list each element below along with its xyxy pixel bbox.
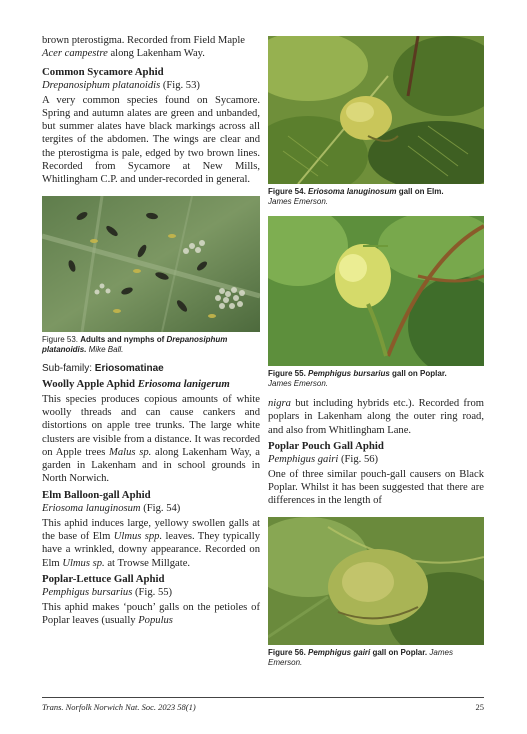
page-number: 25: [475, 702, 484, 712]
figure-53-photo: [42, 196, 260, 332]
woolly-heading: Woolly Apple Aphid Eriosoma lanigerum: [42, 377, 230, 390]
figure-54-photo: [268, 36, 484, 184]
pouch-heading: Poplar Pouch Gall Aphid: [268, 439, 384, 452]
figure-53-caption: Figure 53. Adults and nymphs of Drepanosiphum platanoidis. Mike Ball.: [42, 334, 228, 354]
lettuce-subheading: Pemphigus bursarius (Fig. 55): [42, 586, 173, 598]
figure-54-caption: Figure 54. Eriosoma lanuginosum gall on Elm. James Emerson.: [268, 187, 444, 206]
sycamore-subheading: Drepanosiphum platanoidis (Fig. 53): [42, 79, 200, 91]
figure-55-caption: Figure 55. Pemphigus bursarius gall on Poplar. James Emerson.: [268, 369, 447, 388]
sycamore-heading: Common Sycamore Aphid: [42, 65, 164, 78]
poplar-gall-image: [268, 216, 484, 366]
elm-heading: Elm Balloon-gall Aphid: [42, 488, 151, 501]
elm-subheading: Eriosoma lanuginosum (Fig. 54): [42, 502, 181, 514]
right-column: [268, 34, 484, 668]
pouch-text: One of three similar pouch-gall causers on Black Poplar. Whilst it has been suggested that there are differences in the length of: [268, 468, 484, 507]
subfamily-label: Sub-family: Eriosomatinae: [42, 362, 164, 374]
figure-56-photo: [268, 517, 484, 645]
figure-56-caption: Figure 56. Pemphigus gairi gall on Poplar. James Emerson.: [268, 647, 453, 667]
lettuce-heading: Poplar-Lettuce Gall Aphid: [42, 572, 165, 585]
figure-55-photo: [268, 216, 484, 366]
woolly-text: This species produces copious amounts of white woolly threads and can cause cankers and distortions on apple tree trunks. The large white clusters are visible from a distance. It was recorded on Apple trees Malus sp. along Lakenham Way, a garden in Lakenham and in school grounds in North Norwich.: [42, 393, 260, 485]
pouch-subheading: Pemphigus gairi (Fig. 56): [268, 453, 379, 465]
lettuce-text: This aphid makes ‘pouch’ galls on the petioles of Poplar leaves (usually Populus: [42, 601, 260, 627]
intro-paragraph: brown pterostigma. Recorded from Field Maple Acer campestre along Lakenham Way.: [42, 35, 245, 60]
elm-gall-image: [268, 36, 484, 184]
elm-text: This aphid induces large, yellowy swollen galls at the base of Elm Ulmus spp. leaves. They typically have a wrinkled, downy appearance. Recorded on Elm Ulmus sp. at Trowse Millgate.: [42, 517, 260, 569]
footer-rule: [42, 697, 484, 698]
poplar-pouch-gall-image: [268, 517, 484, 645]
sycamore-text: A very common species found on Sycamore. Spring and autumn alates are green and unbanded, but summer alates have black markings across all tergites of the abdomen. The wings are clear and the pterostigma is pale, edged by two brown lines. Recorded from Sycamore at New Mills, Whitlingham C.P. and under-recorded in general.: [42, 94, 260, 186]
left-column: [42, 34, 260, 628]
sycamore-leaf-aphids-image: [42, 196, 260, 332]
footer-journal: Trans. Norfolk Norwich Nat. Soc. 2023 58(1): [42, 702, 196, 712]
lettuce-continued-text: nigra but including hybrids etc.). Recorded from poplars in Lakenham along the outer ring road, and also from Whitlingham Lane.: [268, 398, 484, 436]
